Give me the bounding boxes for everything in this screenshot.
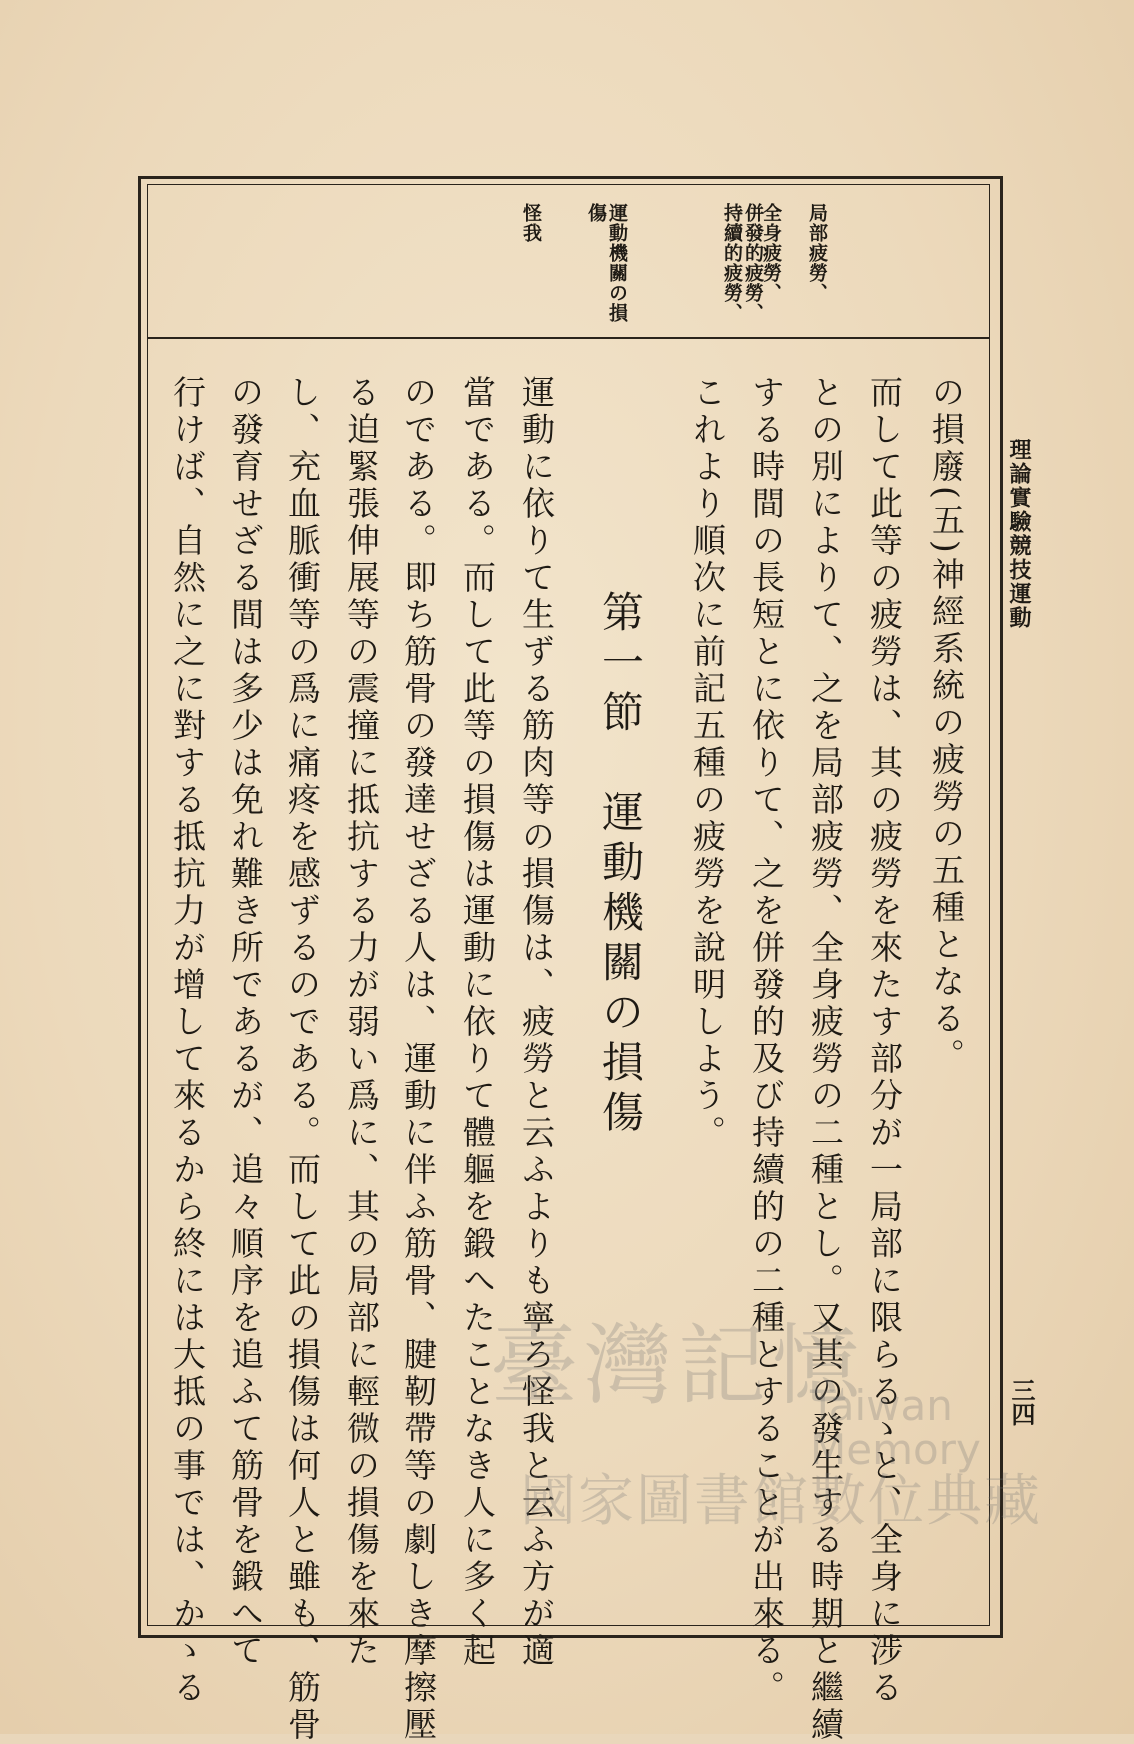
margin-note: 併發的疲勞、持續的疲勞、 bbox=[721, 203, 764, 323]
page-frame-inner bbox=[147, 184, 990, 1626]
margin-note: 全身疲勞、 bbox=[760, 203, 782, 303]
margin-note: 局部疲勞、 bbox=[806, 203, 828, 303]
page-number: 三四 bbox=[1007, 1378, 1036, 1426]
body-text-column: 當である。而して此等の損傷は運動に依りて體軀を鍛へたことなき人に多く起 bbox=[458, 375, 497, 1670]
body-text-column: 運動に依りて生ずる筋肉等の損傷は、疲勞と云ふよりも寧ろ怪我と云ふ方が適 bbox=[517, 375, 556, 1670]
body-text-column: 行けば、自然に之に對する抵抗力が增して來るから終には大抵の事では、かゝる bbox=[168, 375, 207, 1707]
margin-note-divider bbox=[147, 337, 990, 339]
margin-note: 運動機關の損傷 bbox=[585, 203, 628, 323]
body-text-column: る迫緊張伸展等の震撞に抵抗する力が弱い爲に、其の局部に輕微の損傷を來た bbox=[342, 375, 381, 1670]
body-text-column: 而して此等の疲勞は、其の疲勞を來たす部分が一局部に限らるゝと、全身に涉る bbox=[865, 375, 904, 1707]
body-text-column: する時間の長短とに依りて、之を併發的及び持續的の二種とすることが出來る。 bbox=[747, 375, 786, 1707]
body-text-column: の損廢(五)神經系統の疲勞の五種となる。 bbox=[927, 375, 966, 1075]
watermark-english: Taiwan Memory bbox=[810, 1381, 981, 1474]
body-text-column: との別によりて、之を局部疲勞、全身疲勞の二種とし。又其の發生する時期と繼續 bbox=[806, 375, 845, 1744]
watermark-library-name: 國家圖書館數位典藏 bbox=[520, 1469, 1042, 1534]
body-text-column: し、充血脈衝等の爲に痛疼を感ずるのである。而して此の損傷は何人と雖も、筋骨 bbox=[283, 375, 322, 1744]
margin-note: 怪我 bbox=[520, 203, 542, 243]
body-text-column: の發育せざる間は多少は免れ難き所であるが、追々順序を追ふて筋骨を鍛へて bbox=[226, 375, 265, 1670]
running-head: 理論實驗競技運動 bbox=[1006, 438, 1032, 630]
body-text-column: のである。即ち筋骨の發達せざる人は、運動に伴ふ筋骨、腱靭帶等の劇しき摩擦壓 bbox=[399, 375, 438, 1744]
section-title: 第一節 運動機關の損傷 bbox=[596, 590, 645, 1140]
body-text-column: これより順次に前記五種の疲勞を說明しよう。 bbox=[688, 375, 727, 1152]
watermark-seal-text: 臺灣記憶 bbox=[490, 1314, 867, 1417]
